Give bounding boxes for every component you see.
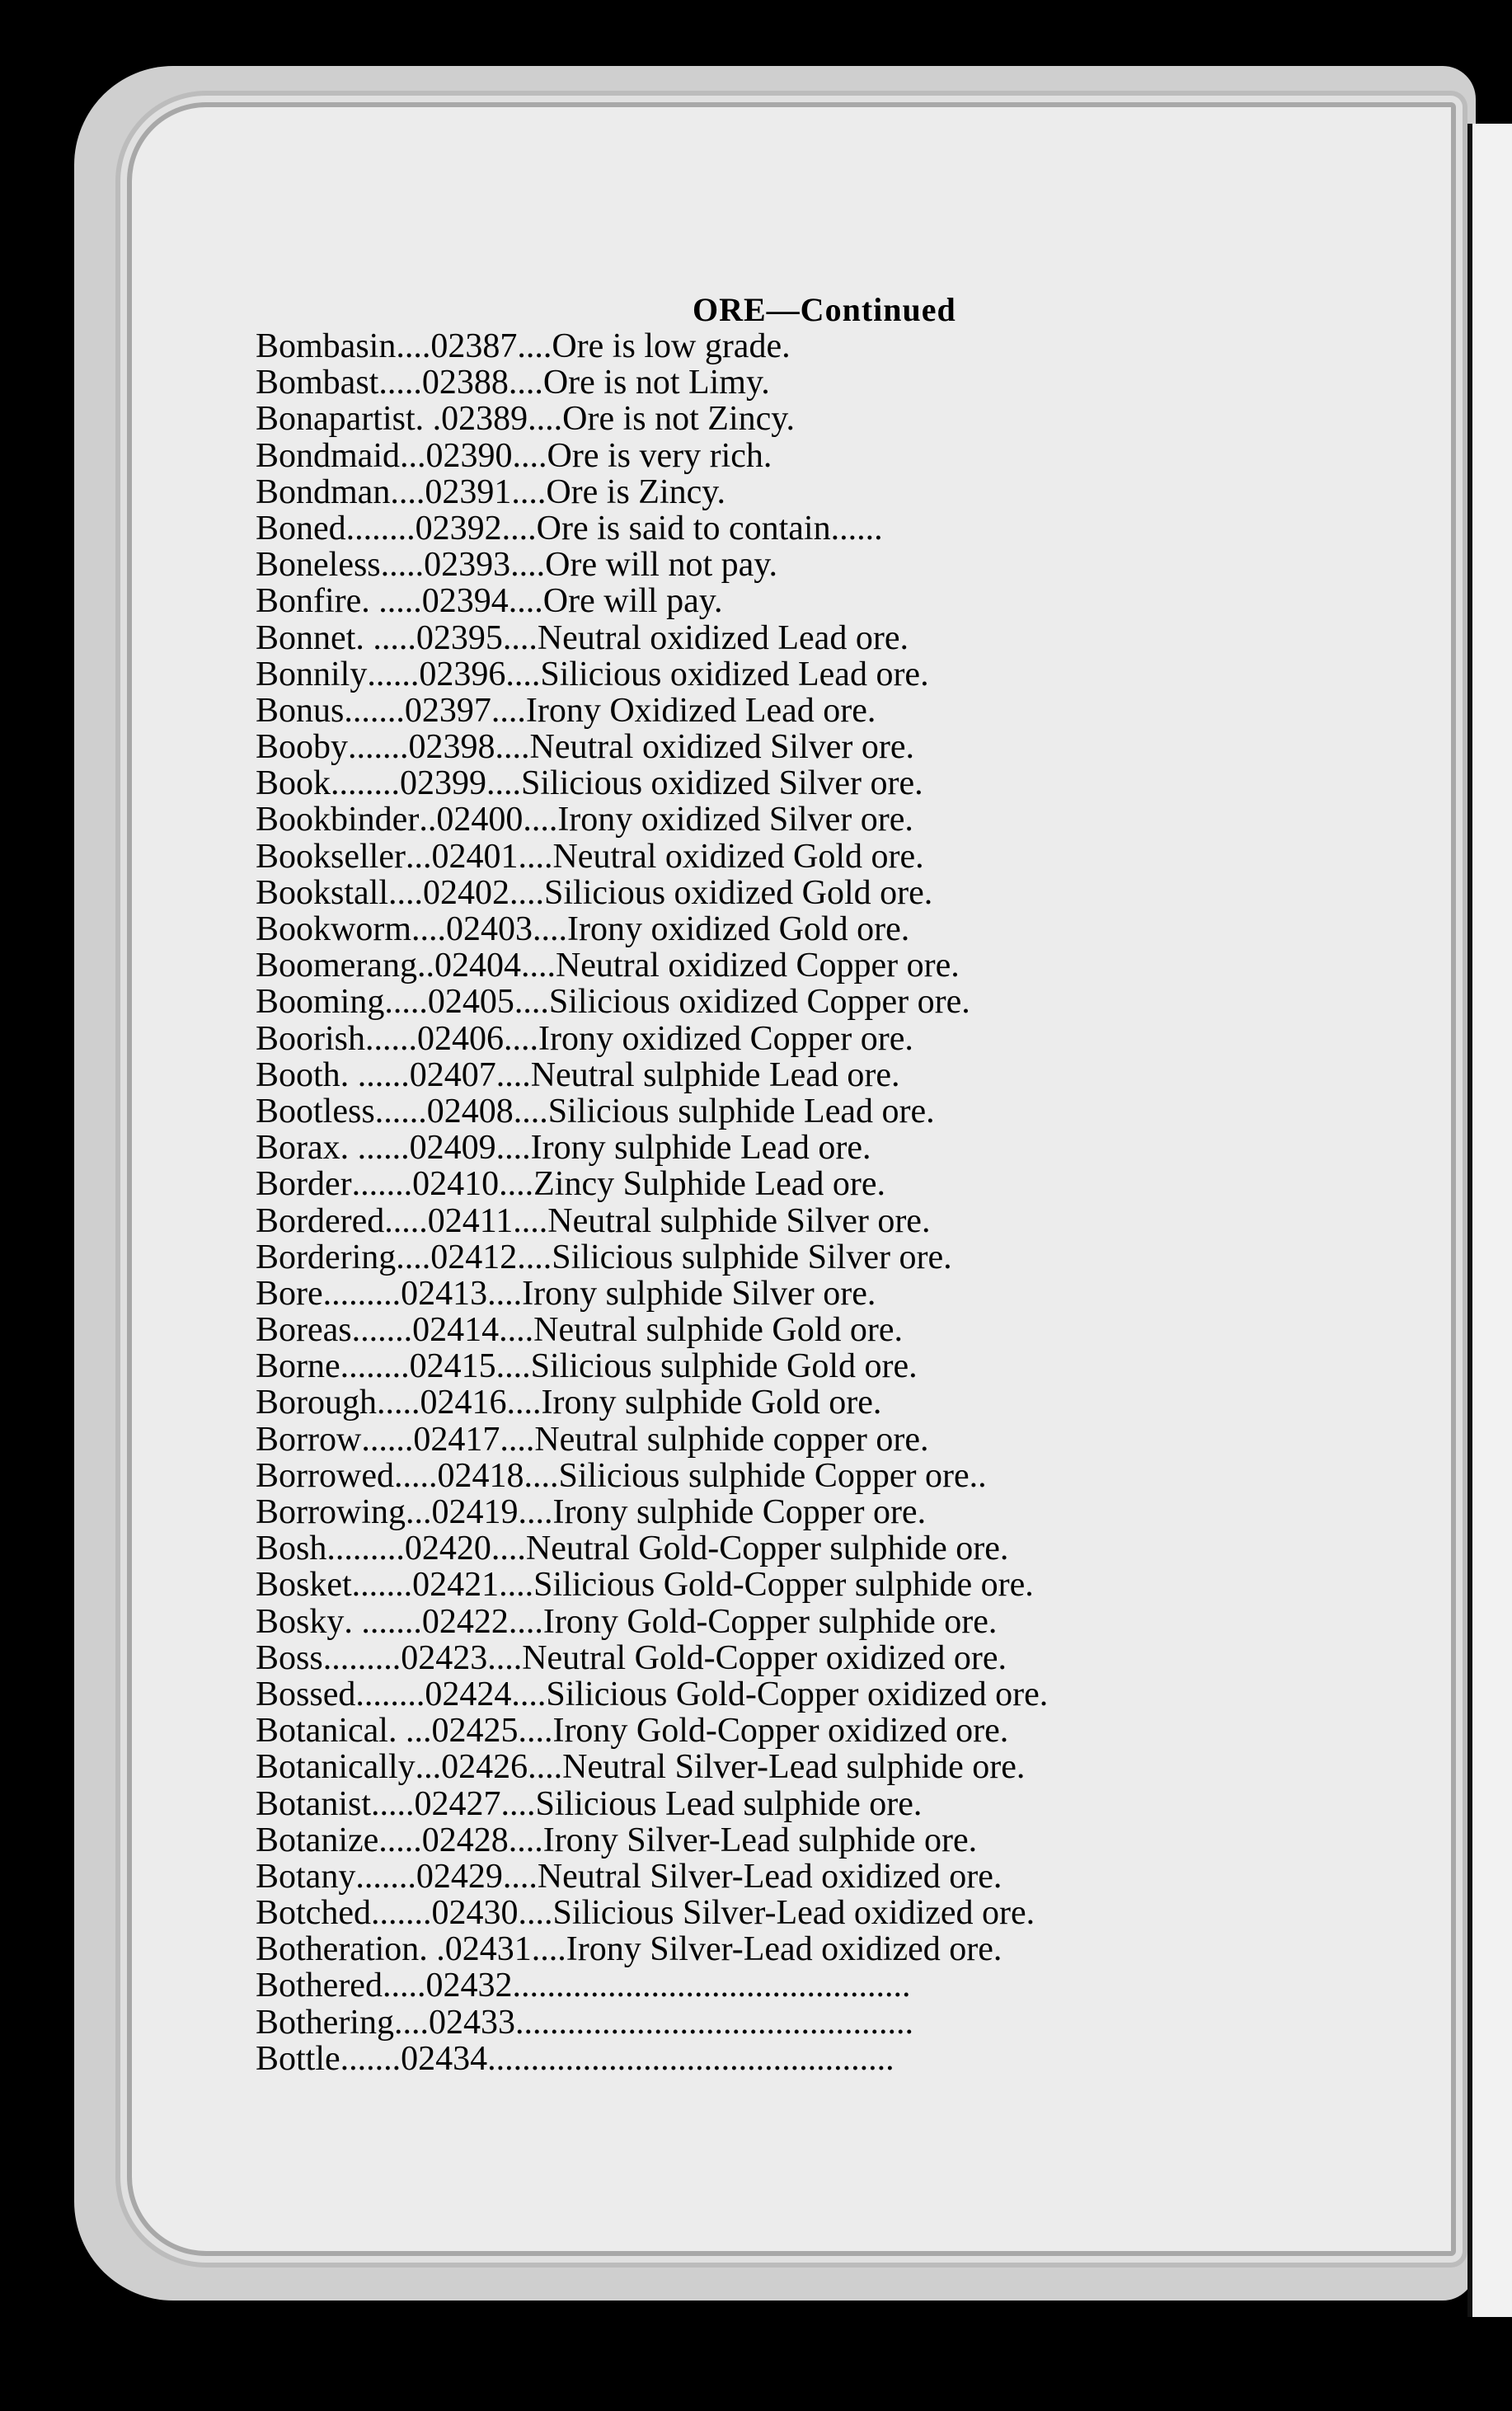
code-number: 02422 [421,1602,509,1641]
list-item [256,472,1369,509]
page-heading: ORE—Continued [693,291,956,328]
code-number: 02427 [414,1784,501,1823]
code-number: 02415 [409,1347,496,1386]
list-item [256,327,1369,363]
code-word: Bosky [256,1602,345,1641]
list-item [256,1784,1369,1821]
list-item [256,764,1369,803]
leader-dots: .... [528,400,563,439]
code-word: Botanical [256,1712,388,1751]
code-meaning: Neutral Gold-Copper sulphide ore. [525,1530,1009,1568]
leader-dots: .... [518,1712,553,1751]
code-number: 02400 [436,801,524,839]
code-word: Boss [256,1638,323,1677]
list-item [256,1420,1369,1459]
leader-dots: .... [518,1493,553,1531]
list-item [256,946,1369,985]
code-number: 02429 [416,1857,503,1896]
code-meaning: Zincy Sulphide Lead ore. [533,1165,886,1204]
code-word: Bookstall [256,873,389,912]
code-meaning: Silicious Gold-Copper sulphide ore. [533,1566,1034,1605]
code-word: Borough [256,1384,377,1422]
leader-dots: .... [495,1055,531,1094]
code-meaning: Irony Oxidized Lead ore. [525,691,876,730]
leader-dots: ..... [384,1201,428,1240]
leader-dots: .... [508,1602,543,1641]
code-word: Bordering [256,1238,397,1276]
leader-dots: ...... [367,655,420,693]
code-number: 02425 [431,1712,519,1751]
code-meaning: Silicious oxidized Lead ore. [540,655,929,693]
list-item [256,1893,1369,1933]
list-item [256,1201,1369,1238]
list-item [256,581,1369,621]
code-number: 02404 [434,947,521,985]
code-meaning: Neutral sulphide Lead ore. [530,1055,900,1094]
code-number: 02412 [430,1238,518,1276]
list-item [256,1711,1369,1751]
code-meaning: Irony oxidized Copper ore. [538,1019,913,1058]
list-item [256,363,1369,402]
code-meaning: Irony Gold-Copper sulphide ore. [542,1602,998,1641]
code-number: 02416 [420,1384,507,1422]
code-number: 02405 [427,983,514,1022]
list-item [256,1857,1369,1896]
code-meaning: Ore is not Limy. [542,364,770,402]
leader-dots: ..... [384,983,428,1022]
code-number: 02399 [400,764,487,803]
code-meaning: Silicious sulphide Lead ore. [547,1092,935,1130]
code-word: Bonus [256,691,345,730]
leader-dots: ......... [326,1530,405,1568]
code-meaning: Irony oxidized Gold ore. [567,910,910,948]
leader-dots: .... [508,1821,543,1859]
code-number: 02413 [401,1274,488,1313]
leader-dots: ........ [340,1347,410,1386]
list-item [256,618,1369,655]
leader-dots: .... [506,1384,542,1422]
code-meaning: Irony sulphide Gold ore. [541,1384,882,1422]
code-word: Bossed [256,1675,356,1713]
leader-dots: .... [393,2003,429,2042]
leader-dots: ....... [351,1311,413,1350]
code-number: 02402 [423,873,510,912]
code-word: Bonapartist [256,400,416,439]
leader-dots: .... [508,582,543,621]
leader-dots: .... [501,509,537,548]
list-item [256,1492,1369,1529]
code-number: 02390 [425,436,513,475]
code-number: 02389 [441,400,528,439]
code-meaning: Silicious sulphide Silver ore. [552,1238,952,1276]
code-number: 02411 [427,1201,514,1240]
code-meaning: Neutral oxidized Lead ore. [537,618,909,657]
code-meaning: Irony Gold-Copper oxidized ore. [552,1712,1009,1751]
code-word: Bootless [256,1092,375,1130]
leader-dots: .... [509,873,545,912]
code-word: Booby [256,728,349,767]
leader-dots: .............................................. [512,1967,911,2005]
code-meaning: Ore is low grade. [552,327,791,365]
code-meaning: Neutral Gold-Copper oxidized ore. [522,1638,1007,1677]
code-meaning: Silicious Gold-Copper oxidized ore. [546,1675,1049,1713]
leader-dots: ... [415,1748,442,1787]
leader-dots: ........ [345,509,416,548]
leader-dots: .... [486,764,522,803]
code-meaning: Irony Silver-Lead sulphide ore. [542,1821,978,1859]
list-item [256,2003,1369,2042]
leader-dots: .... [508,364,543,402]
code-list [256,327,1369,2078]
code-word: Boorish [256,1019,366,1058]
code-word: Book [256,764,331,803]
code-word: Borrowed [256,1456,394,1495]
code-word: Booming [256,983,385,1022]
code-number: 02395 [416,618,503,657]
code-number: 02421 [412,1566,500,1605]
leader-dots: .... [388,873,424,912]
code-meaning: Ore is said to contain...... [536,509,883,548]
list-item [256,1966,1369,2005]
code-word: Bosket [256,1566,352,1605]
leader-dots: .... [491,1530,526,1568]
list-item [256,1638,1369,1675]
leader-dots: .... [502,618,538,657]
code-meaning: Irony sulphide Silver ore. [522,1274,876,1313]
code-number: 02393 [424,546,511,585]
code-meaning: Silicious oxidized Copper ore. [548,983,970,1022]
list-item [256,1821,1369,1857]
leader-dots: ....... [344,691,405,730]
list-item [256,909,1369,946]
leader-dots: .... [500,1420,535,1459]
list-item [256,1346,1369,1386]
code-number: 02428 [421,1821,509,1859]
code-word: Bondman [256,472,391,511]
code-meaning: Neutral oxidized Gold ore. [552,837,924,876]
code-meaning: Ore will not pay. [545,546,778,585]
code-word: Botany [256,1857,356,1896]
list-item [256,509,1369,548]
leader-dots: . ..... [361,582,422,621]
leader-dots: . ...... [340,1129,410,1168]
leader-dots: .... [499,1165,534,1204]
list-item [256,837,1369,876]
code-word: Boneless [256,546,381,585]
leader-dots: . . [415,400,442,439]
code-word: Boned [256,509,346,548]
code-meaning: Neutral Silver-Lead oxidized ore. [537,1857,1003,1896]
leader-dots: .. [416,947,434,985]
code-meaning: Irony sulphide Lead ore. [530,1129,871,1168]
list-item [256,399,1369,439]
leader-dots: .... [517,327,552,365]
code-number: 02432 [425,1967,513,2005]
code-meaning: Silicious Silver-Lead oxidized ore. [552,1894,1035,1933]
list-item [256,873,1369,912]
list-item [256,727,1369,767]
code-word: Bosh [256,1530,327,1568]
leader-dots: .... [518,1894,553,1933]
list-item [256,1747,1369,1787]
code-number: 02433 [428,2003,515,2042]
code-meaning: Irony sulphide Copper ore. [552,1493,927,1531]
code-meaning: Neutral Silver-Lead sulphide ore. [562,1748,1026,1787]
leader-dots: .... [390,472,425,511]
list-item [256,1055,1369,1092]
leader-dots: .... [491,691,526,730]
leader-dots: .... [511,1675,547,1713]
code-number: 02424 [425,1675,512,1713]
leader-dots: .... [520,947,556,985]
leader-dots: .... [528,1748,563,1787]
leader-dots: .... [504,1019,539,1058]
leader-dots: .............................................. [514,2003,913,2042]
code-number: 02392 [415,509,502,548]
code-word: Bonfire [256,582,362,621]
leader-dots: .... [495,1129,531,1168]
list-item [256,1310,1369,1350]
leader-dots: ...... [374,1092,427,1130]
code-word: Botheration [256,1930,420,1969]
leader-dots: . ....... [344,1602,422,1641]
page-number: 54 [1031,2373,1064,2410]
code-number: 02394 [421,582,509,621]
code-number: 02419 [431,1493,519,1531]
list-item [256,655,1369,691]
code-number: 02391 [425,472,512,511]
leader-dots: .... [502,1857,538,1896]
leader-dots: ..... [377,1384,420,1422]
leader-dots: .... [533,910,567,948]
leader-dots: .... [500,1784,536,1823]
code-meaning: Neutral sulphide Silver ore. [547,1201,931,1240]
leader-dots: ....... [340,2039,401,2078]
leader-dots: .... [505,655,541,693]
list-item [256,1019,1369,1058]
code-word: Borne [256,1347,340,1386]
leader-dots: .. [419,801,437,839]
code-meaning: Ore will pay. [542,582,723,621]
leader-dots: ..... [382,1967,426,2005]
code-number: 02426 [441,1748,528,1787]
leader-dots: . ..... [355,618,416,657]
code-word: Borrowing [256,1493,406,1531]
list-item [256,1529,1369,1568]
leader-dots: ....... [370,1894,432,1933]
leader-dots: ....... [355,1857,416,1896]
code-word: Bonnet [256,618,356,657]
list-item [256,691,1369,730]
code-meaning: Silicious Lead sulphide ore. [535,1784,923,1823]
code-word: Bothered [256,1967,383,2005]
code-word: Boreas [256,1311,352,1350]
leader-dots: .... [487,1638,523,1677]
list-item [256,545,1369,585]
code-number: 02398 [408,728,495,767]
code-meaning: Irony oxidized Silver ore. [557,801,913,839]
leader-dots: .... [487,1274,523,1313]
leader-dots: ... [400,436,426,475]
leader-dots: ..... [393,1456,438,1495]
code-number: 02430 [431,1894,519,1933]
list-item [256,1456,1369,1495]
leader-dots: .... [512,436,547,475]
code-word: Bookworm [256,910,411,948]
code-number: 02410 [412,1165,500,1204]
leader-dots: .... [499,1566,534,1605]
code-word: Bonnily [256,655,368,693]
code-number: 02408 [426,1092,514,1130]
leader-dots: .... [511,472,547,511]
leader-dots: .... [510,546,546,585]
code-word: Bottle [256,2039,340,2078]
code-word: Bookbinder [256,801,420,839]
code-number: 02388 [421,364,509,402]
code-meaning: Irony Silver-Lead oxidized ore. [566,1930,1003,1969]
list-item [256,1602,1369,1641]
leader-dots: .... [411,910,446,948]
leader-dots: .... [396,1238,431,1276]
list-item [256,2039,1369,2078]
code-word: Bothering [256,2003,394,2042]
leader-dots: ... [406,1493,432,1531]
code-word: Borax [256,1129,340,1168]
code-number: 02417 [413,1420,500,1459]
code-meaning: Ore is not Zincy. [562,400,796,439]
leader-dots: .... [513,1201,548,1240]
leader-dots: .... [495,728,530,767]
leader-dots: .... [495,1347,531,1386]
code-word: Booth [256,1055,340,1094]
leader-dots: ..... [378,364,422,402]
list-item [256,1128,1369,1168]
code-word: Botanically [256,1748,416,1787]
code-number: 02420 [404,1530,491,1568]
list-item [256,800,1369,839]
code-word: Bondmaid [256,436,400,475]
code-word: Bombast [256,364,379,402]
code-meaning: Silicious oxidized Gold ore. [544,873,933,912]
leader-dots: .... [499,1311,534,1350]
leader-dots: .... [517,1238,552,1276]
code-number: 02406 [417,1019,505,1058]
list-item [256,1092,1369,1128]
code-number: 02396 [419,655,506,693]
code-word: Botched [256,1894,371,1933]
code-meaning: Ore is Zincy. [546,472,726,511]
code-word: Border [256,1165,352,1204]
facing-page-edge [1467,124,1512,2317]
leader-dots: .... [531,1930,566,1969]
leader-dots: ....... [351,1566,413,1605]
leader-dots: ..... [378,1821,422,1859]
code-number: 02397 [404,691,491,730]
leader-dots: . ... [387,1712,432,1751]
code-word: Bore [256,1274,323,1313]
list-item [256,982,1369,1022]
leader-dots: ...... [365,1019,418,1058]
leader-dots: ...... [361,1420,414,1459]
list-item [256,1929,1369,1969]
leader-dots: .... [513,1092,548,1130]
code-meaning: Neutral sulphide Gold ore. [533,1311,904,1350]
leader-dots: .... [523,801,558,839]
list-item [256,1383,1369,1422]
code-number: 02434 [401,2039,488,2078]
code-number: 02409 [409,1129,496,1168]
code-meaning: Silicious sulphide Copper ore.. [558,1456,987,1495]
code-meaning: Neutral sulphide copper ore. [534,1420,929,1459]
leader-dots: ....... [348,728,409,767]
leader-dots: ......... [322,1638,401,1677]
code-word: Bombasin [256,327,397,365]
code-meaning: Neutral oxidized Copper ore. [555,947,960,985]
list-item [256,1565,1369,1605]
leader-dots: . . [419,1930,445,1969]
code-word: Borrow [256,1420,362,1459]
list-item [256,436,1369,475]
list-item [256,1274,1369,1313]
code-word: Boomerang [256,947,417,985]
list-item [256,1164,1369,1204]
code-number: 02407 [409,1055,496,1094]
leader-dots: ............................................... [487,2039,895,2078]
list-item [256,1238,1369,1274]
leader-dots: .... [514,983,549,1022]
code-word: Botanize [256,1821,379,1859]
code-number: 02418 [437,1456,524,1495]
code-number: 02431 [444,1930,532,1969]
leader-dots: ........ [331,764,401,803]
leader-dots: ......... [322,1274,401,1313]
leader-dots: . ...... [340,1055,410,1094]
code-number: 02387 [430,327,518,365]
code-meaning: Silicious oxidized Silver ore. [521,764,923,803]
leader-dots: ....... [351,1165,413,1204]
code-meaning: Neutral oxidized Silver ore. [529,728,915,767]
code-word: Botanist [256,1784,372,1823]
leader-dots: .... [396,327,431,365]
leader-dots: ... [405,837,432,876]
code-meaning: Silicious sulphide Gold ore. [530,1347,918,1386]
leader-dots: ..... [380,546,425,585]
leader-dots: .... [524,1456,559,1495]
code-word: Bordered [256,1201,385,1240]
code-number: 02401 [431,837,519,876]
code-word: Bookseller [256,837,406,876]
leader-dots: ..... [371,1784,415,1823]
code-meaning: Ore is very rich. [547,436,772,475]
leader-dots: ........ [355,1675,425,1713]
list-item [256,1675,1369,1711]
code-number: 02403 [446,910,533,948]
leader-dots: .... [518,837,553,876]
code-number: 02414 [412,1311,500,1350]
code-number: 02423 [401,1638,488,1677]
